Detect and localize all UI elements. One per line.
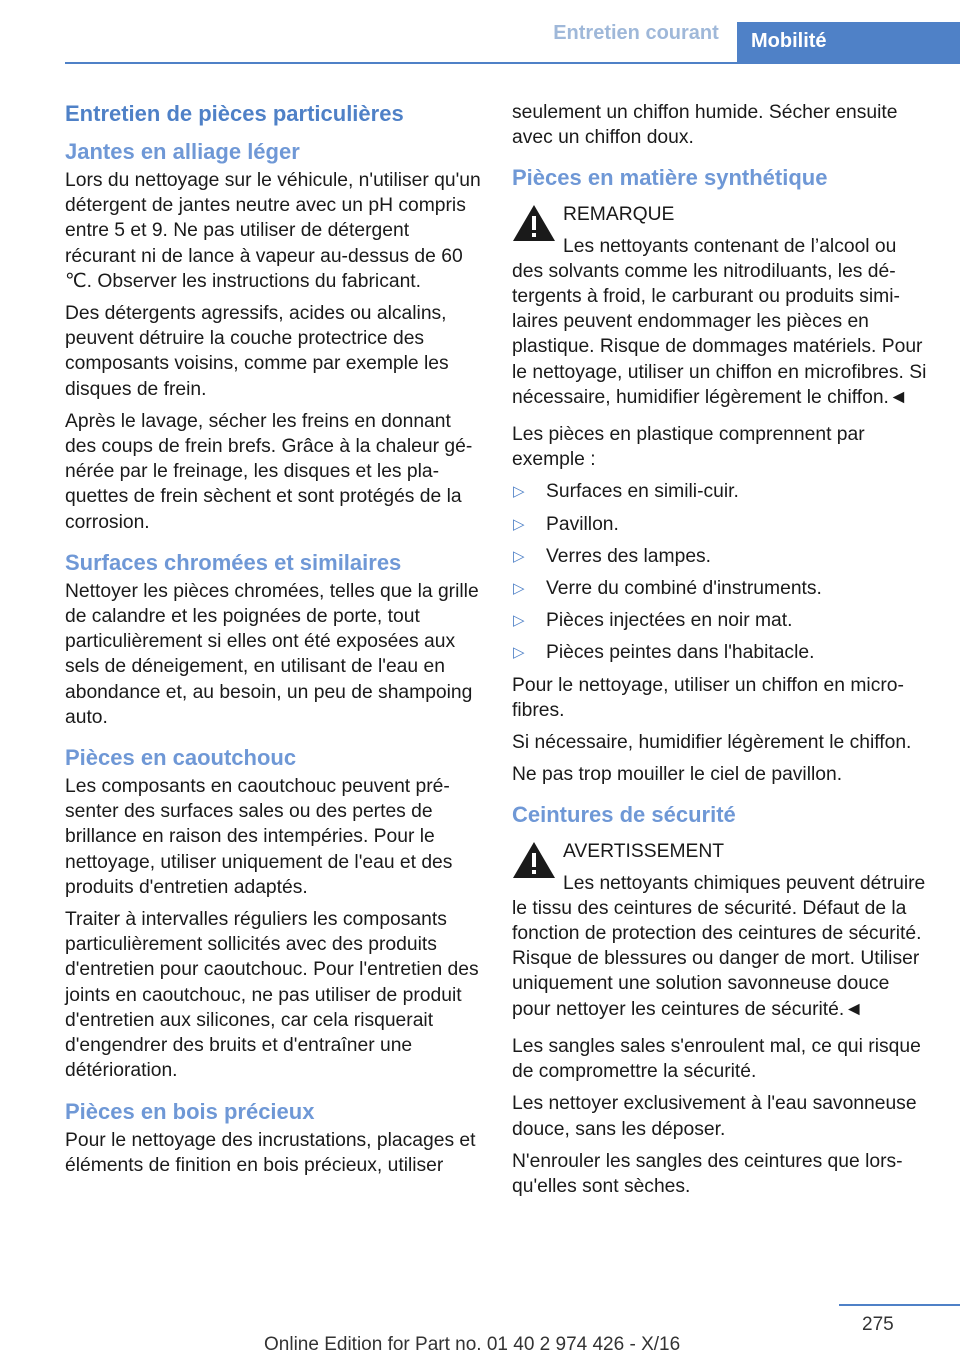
- list-item-text: Verres des lampes.: [546, 545, 712, 567]
- paragraph: Ne pas trop mouiller le ciel de pavillon.: [512, 764, 843, 786]
- triangle-bullet-icon: ▷: [513, 483, 525, 501]
- list-item: [512, 479, 932, 504]
- warning-triangle-icon: [512, 204, 556, 242]
- paragraph: Lors du nettoyage sur le véhicule, n'utiliser qu'un détergent de jantes neutre avec un pH compris entre 5 et 9. Ne pas utiliser de détergent récurant ni de lance à vapeur au-dessus de 60 ℃. Observer les instructions du fabricant.: [65, 170, 481, 292]
- right-column: [512, 100, 932, 1206]
- paragraph: Les composants en caoutchouc peuvent présenter des surfaces sales ou des pertes de brillance en raison des intempéries. Pour le nettoyage, utiliser uniquement de l'eau et des produits d'entretien adaptés.: [65, 776, 453, 898]
- warning-title: AVERTISSEMENT: [563, 841, 725, 863]
- paragraph: Si nécessaire, humidifier légèrement le chiffon.: [512, 732, 912, 754]
- subheading-wood: Pièces en bois précieux: [65, 1098, 315, 1124]
- subheading-seat-belts: Ceintures de sécurité: [512, 802, 736, 828]
- warning-box: [512, 839, 932, 1021]
- header-rule: [65, 62, 960, 64]
- list-item: [512, 640, 932, 665]
- list-item-text: Pavillon.: [546, 513, 619, 535]
- notice-title: REMARQUE: [563, 204, 675, 226]
- list-item-text: Verre du combiné d'instruments.: [546, 578, 822, 600]
- notice-box: [512, 202, 932, 410]
- left-column: [65, 100, 485, 1185]
- paragraph: Les nettoyer exclusivement à l'eau savonneuse douce, sans les déposer.: [512, 1093, 917, 1140]
- subheading-rubber: Pièces en caoutchouc: [65, 745, 297, 771]
- header-tab-entretien-courant[interactable]: Entretien courant: [553, 22, 719, 44]
- triangle-bullet-icon: ▷: [513, 612, 525, 630]
- list-item: [512, 544, 932, 569]
- paragraph: Traiter à intervalles réguliers les composants particulièrement sollicités avec des produits d'entretien pour caoutchouc. Pour l'entretien des joints en caoutchouc, ne pas utiliser de produit d'entretien aux silicones, car cela risquerait d'engendrer des bruits et d'entraîner une détérioration.: [65, 909, 479, 1082]
- notice-body: Les nettoyants contenant de l’alcool ou des solvants comme les nitrodiluants, les détergents à froid, le carburant ou produits similaires peuvent endommager les pièces en plastique. Risque de dommages matériels. Pour le nettoyage, utiliser un chiffon en microfibres. Si nécessaire, humidifier légèrement le chiffon.◄: [512, 235, 927, 408]
- list-item-text: Pièces peintes dans l'habitacle.: [546, 642, 815, 664]
- subheading-chrome: Surfaces chromées et similaires: [65, 549, 402, 575]
- triangle-bullet-icon: ▷: [513, 580, 525, 598]
- list-item: [512, 512, 932, 537]
- triangle-bullet-icon: ▷: [513, 515, 525, 533]
- subheading-synthetic: Pièces en matière synthétique: [512, 165, 828, 191]
- paragraph: seulement un chiffon humide. Sécher ensuite avec un chiffon doux.: [512, 102, 898, 149]
- triangle-bullet-icon: ▷: [513, 547, 525, 565]
- paragraph: N'enrouler les sangles des ceintures que lorsqu'elles sont sèches.: [512, 1150, 903, 1197]
- footer-rule: [839, 1304, 960, 1306]
- list-item-text: Pièces injectées en noir mat.: [546, 610, 793, 632]
- list-item: [512, 576, 932, 601]
- warning-triangle-icon: [512, 841, 556, 879]
- plastic-parts-list: [512, 479, 932, 665]
- paragraph: Pour le nettoyage, utiliser un chiffon en microfibres.: [512, 674, 904, 721]
- paragraph: Nettoyer les pièces chromées, telles que la grille de calandre et les poignées de porte, tout particulièrement si elles ont été exposées aux sels de déneigement, en utilisant de l'eau en abondance et, au besoin, un peu de shampoing auto.: [65, 580, 479, 728]
- list-item-text: Surfaces en simili-cuir.: [546, 481, 739, 503]
- page-number: 275: [862, 1314, 894, 1335]
- header-tab-mobilite[interactable]: Mobilité: [737, 22, 960, 63]
- paragraph: Les sangles sales s'enroulent mal, ce qui risque de compromettre la sécurité.: [512, 1035, 921, 1083]
- footer-edition: Online Edition for Part no. 01 40 2 974 426 - X/16: [264, 1334, 681, 1355]
- paragraph: Des détergents agressifs, acides ou alcalins, peuvent détruire la couche protectrice des composants voisins, comme par exemple les disques de frein.: [65, 303, 449, 400]
- warning-body: Les nettoyants chimiques peuvent détruire le tissu des ceintures de sécurité. Défaut de la fonction de protection des ceintures de sécurité. Risque de blessures ou danger de mort. Utiliser uniquement une solution savonneuse douce pour nettoyer les ceintures de sécurité.◄: [512, 872, 926, 1020]
- triangle-bullet-icon: ▷: [513, 644, 525, 662]
- list-item: [512, 608, 932, 633]
- page-header: [0, 0, 960, 64]
- paragraph: Après le lavage, sécher les freins en donnant des coups de frein brefs. Grâce à la chaleur générée par le freinage, les disques et les plaquettes de frein sèchent et sont protégés de la corrosion.: [65, 410, 473, 533]
- paragraph: Pour le nettoyage des incrustations, placages et éléments de finition en bois précieux, utiliser: [65, 1129, 476, 1176]
- paragraph: Les pièces en plastique comprennent par exemple :: [512, 424, 865, 471]
- subheading-alloy-wheels: Jantes en alliage léger: [65, 139, 300, 164]
- section-title: Entretien de pièces particulières: [65, 101, 404, 126]
